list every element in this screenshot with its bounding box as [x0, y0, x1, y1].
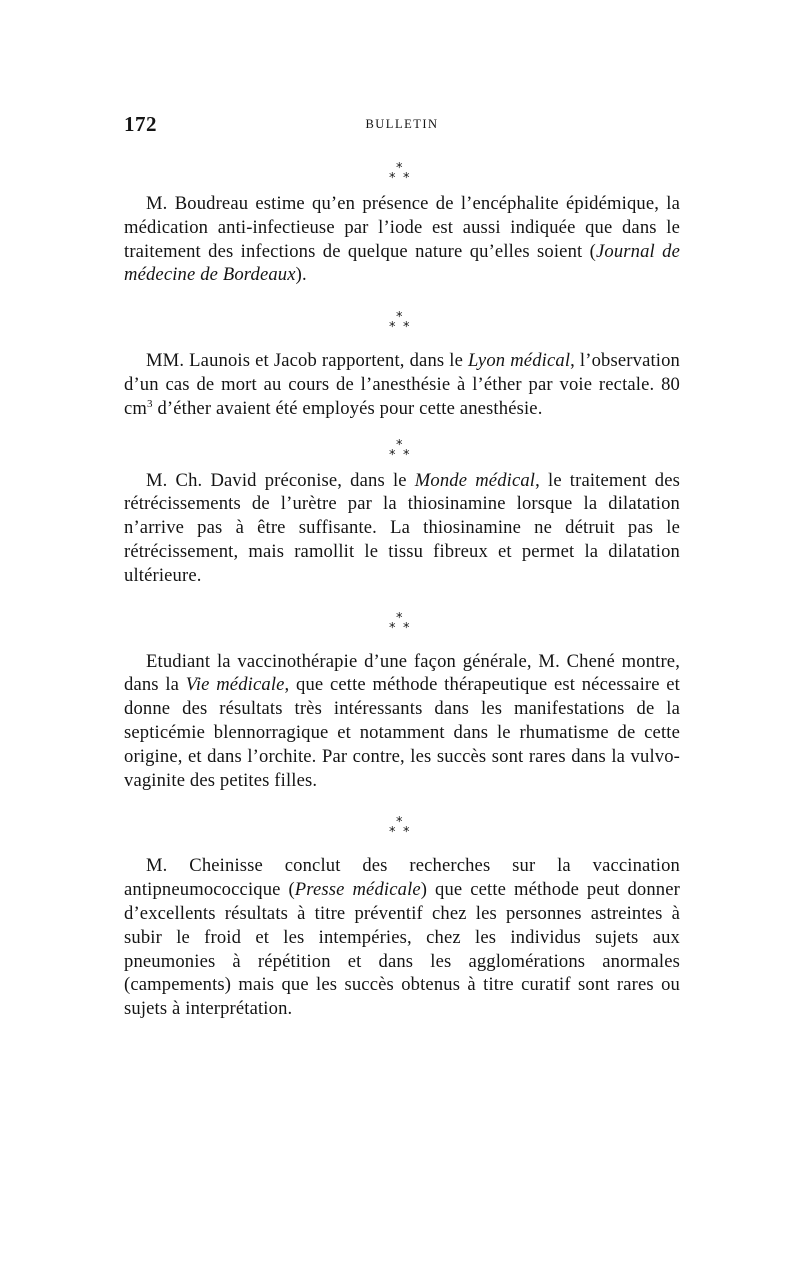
asterism-divider: [382, 301, 422, 341]
article-body: [124, 152, 680, 1021]
asterism-star: *: [396, 437, 403, 453]
text-run: ) que cette méthode peut donner d’excellents résultats à titre préventif chez les personnes astreintes à subir le froid et les intempéries, chez les individus sujets aux pneumonies à répétition et dans les agglomérations anormales (campements) mais que les succès obtenus à titre curatif sont rares ou sujets à interprétation.: [124, 879, 680, 1020]
paragraph-boudreau: [124, 192, 680, 287]
page-header: [124, 112, 680, 142]
asterism-star: *: [403, 320, 410, 336]
asterism-star: *: [389, 620, 396, 636]
asterism-divider: [382, 806, 422, 846]
paragraph-launois-jacob: [124, 349, 680, 420]
asterism-star: *: [389, 320, 396, 336]
asterism-star: *: [389, 825, 396, 841]
text-run: d’éther avaient été employés pour cette anesthésie.: [152, 397, 543, 419]
text-run: , l’observation d’un cas de mort au cours de l’anesthésie à l’éther par voie rectale. 80 cm: [124, 350, 680, 419]
asterism-star: *: [396, 161, 403, 176]
paragraph-cheinisse: [124, 854, 680, 1021]
italic-citation: Vie médicale: [185, 674, 285, 696]
text-run: MM. Launois et Jacob rapportent, dans le: [146, 350, 468, 372]
paragraph-chene: [124, 650, 680, 793]
asterism-star: *: [403, 620, 410, 636]
asterism-star: *: [396, 610, 403, 626]
paragraph-david: [124, 469, 680, 588]
running-head: BULLETIN: [365, 117, 439, 131]
asterism-divider: [382, 152, 422, 192]
italic-citation: Lyon médical: [468, 350, 571, 372]
page-number: 172: [124, 112, 157, 136]
italic-citation: Presse médicale: [294, 879, 421, 901]
superscript: 3: [147, 397, 153, 410]
asterism-star: *: [403, 447, 410, 463]
italic-citation: Journal de médecine de Bordeaux: [124, 240, 680, 286]
asterism-star: *: [403, 171, 410, 186]
asterism-star: *: [389, 171, 396, 186]
text-run: M. Cheinisse conclut des recherches sur la vaccination antipneumococcique (: [124, 855, 680, 901]
asterism-star: *: [389, 447, 396, 463]
text-run: M. Ch. David préconise, dans le: [146, 469, 415, 491]
asterism-divider: [382, 429, 422, 469]
text-run: , le traitement des rétrécissements de l’urètre par la thiosinamine lorsque la dilatation n’arrive pas à être suffisante. La thiosinamine ne détruit pas le rétrécissement, mais ramollit le tissu fibreux et permet la dilatation ultérieure.: [124, 469, 680, 586]
asterism-star: *: [403, 825, 410, 841]
text-run: Etudiant la vaccinothérapie d’une façon générale, M. Chené montre, dans la: [124, 650, 680, 696]
asterism-star: *: [396, 815, 403, 831]
asterism-star: *: [396, 310, 403, 326]
text-run: , que cette méthode thérapeutique est nécessaire et donne des résultats très intéressants dans les manifestations de la septicémie blennorragique et notamment dans le rhumatisme de cette origine, et dans l’orchite. Par contre, les succès sont rares dans la vulvo-vaginite des petites filles.: [124, 674, 680, 791]
italic-citation: Monde médical: [414, 469, 536, 491]
text-run: M. Boudreau estime qu’en présence de l’encéphalite épidémique, la médication anti-infectieuse par l’iode est aussi indiquée que dans le traitement des infections de quelque nature qu’elles soient (: [124, 193, 680, 262]
text-run: ).: [295, 264, 307, 286]
asterism-divider: [382, 602, 422, 642]
